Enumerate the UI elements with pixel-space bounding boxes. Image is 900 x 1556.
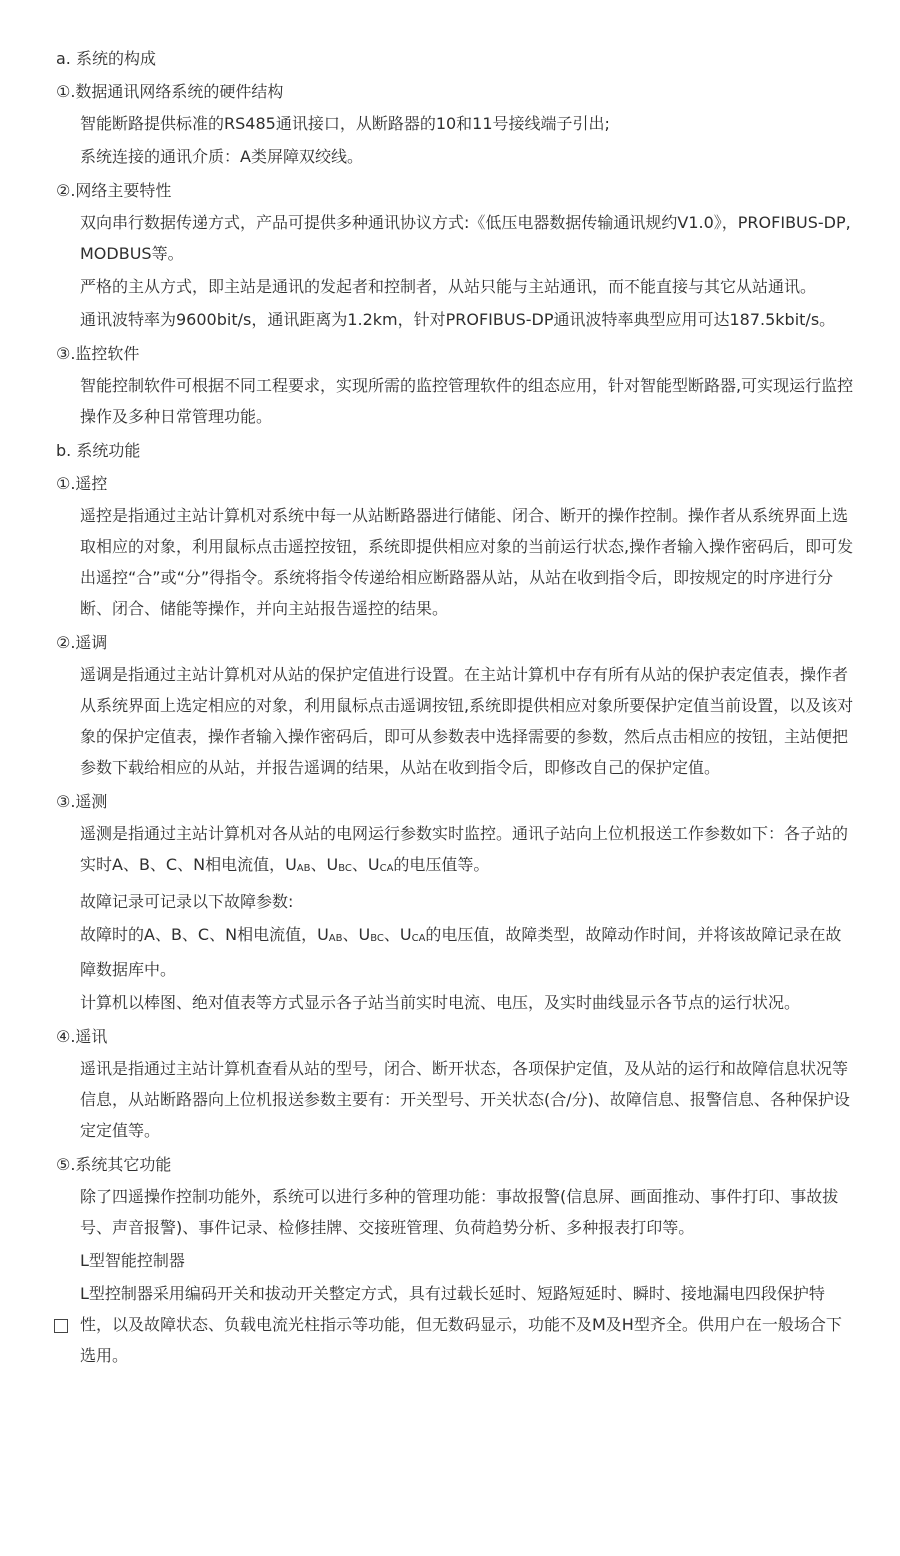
section-b5-paragraph-1: 除了四遥操作控制功能外，系统可以进行多种的管理功能：事故报警(信息屏、画面推动、事件打印、事故拔号、声音报警)、事件记录、检修挂牌、交接班管理、负荷趋势分析、多种报表打印等。 bbox=[80, 1187, 839, 1237]
section-b4-paragraph-1: 遥讯是指通过主站计算机查看从站的型号，闭合、断开状态，各项保护定值，及从站的运行和故障信息状况等信息，从站断路器向上位机报送参数主要有：开关型号、开关状态(合/分)、故障信息、报警信息、各种保护设定定值等。 bbox=[80, 1059, 850, 1140]
section-b2-paragraph-1: 遥调是指通过主站计算机对从站的保护定值进行设置。在主站计算机中存有所有从站的保护表定值表，操作者从系统界面上选定相应的对象，利用鼠标点击遥调按钮,系统即提供相应对象所要保护定值当前设置，以及该对象的保护定值表，操作者输入操作密码后，即可从参数表中选择需要的参数，然后点击相应的按钮，主站便把参数下载给相应的从站，并报告遥调的结果，从站在收到指令后，即修改自己的保护定值。 bbox=[80, 665, 854, 777]
section-b3-paragraph-4: 计算机以棒图、绝对值表等方式显示各子站当前实时电流、电压，及实时曲线显示各节点的运行状况。 bbox=[80, 993, 801, 1012]
section-b1-paragraph-1: 遥控是指通过主站计算机对系统中每一从站断路器进行储能、闭合、断开的操作控制。操作者从系统界面上选取相应的对象，利用鼠标点击遥控按钮，系统即提供相应对象的当前运行状态,操作者输入操作密码后，即可发出遥控“合”或“分”得指令。系统将指令传递给相应断路器从站，从站在收到指令后，即按规定的时序进行分断、闭合、储能等操作，并向主站报告遥控的结果。 bbox=[80, 506, 854, 618]
b3-p1-end: 的电压值等。 bbox=[393, 855, 490, 874]
l-type-paragraph: L型控制器采用编码开关和拔动开关整定方式，具有过载长延时、短路短延时、瞬时、接地漏电四段保护特性，以及故障状态、负载电流光柱指示等功能，但无数码显示，功能不及M及H型齐全。供用户在一般场合下选用。 bbox=[80, 1284, 842, 1365]
section-a1-paragraph-2: 系统连接的通讯介质：A类屏障双绞线。 bbox=[80, 147, 363, 166]
checkbox[interactable] bbox=[54, 1319, 68, 1333]
section-b-title: b. 系统功能 bbox=[56, 441, 141, 460]
l-type-title: L型智能控制器 bbox=[80, 1251, 185, 1270]
section-b2-title: ②.遥调 bbox=[56, 633, 108, 652]
section-b3-paragraph-1 bbox=[80, 818, 856, 884]
section-a2-paragraph-2: 严格的主从方式，即主站是通讯的发起者和控制者，从站只能与主站通讯，而不能直接与其它从站通讯。 bbox=[80, 277, 817, 296]
section-b4-title: ④.遥讯 bbox=[56, 1027, 108, 1046]
section-b3-paragraph-2: 故障记录可记录以下故障参数: bbox=[80, 892, 294, 911]
l-type-row bbox=[0, 1278, 900, 1371]
section-a2-paragraph-3: 通讯波特率为9600bit/s，通讯距离为1.2km，针对PROFIBUS-DP通讯波特率典型应用可达187.5kbit/s。 bbox=[80, 310, 836, 329]
b3-p3-sub-bc: BC bbox=[370, 933, 384, 944]
b3-p1-sep-2: 、U bbox=[351, 855, 380, 874]
section-a1-title: ①.数据通讯网络系统的硬件结构 bbox=[56, 82, 284, 101]
section-b1-title: ①.遥控 bbox=[56, 474, 108, 493]
b3-p3-end: 的电压值，故障类型，故障动作时间，并将该故障记录在故障数据库中。 bbox=[80, 925, 842, 979]
section-a3-paragraph-1: 智能控制软件可根据不同工程要求，实现所需的监控管理软件的组态应用，针对智能型断路器,可实现运行监控操作及多种日常管理功能。 bbox=[80, 376, 854, 426]
b3-p1-sub-ab: AB bbox=[296, 863, 311, 874]
b3-p1-sub-ca: CA bbox=[379, 863, 394, 874]
section-b5-title: ⑤.系统其它功能 bbox=[56, 1155, 172, 1174]
b3-p1-text: 遥测是指通过主站计算机对各从站的电网运行参数实时监控。通讯子站向上位机报送工作参数如下：各子站的实时A、B、C、N相电流值，U bbox=[80, 824, 849, 874]
b3-p3-sep-2: 、U bbox=[383, 925, 412, 944]
section-a3-title: ③.监控软件 bbox=[56, 344, 140, 363]
section-a2-title: ②.网络主要特性 bbox=[56, 181, 172, 200]
section-a-title: a. 系统的构成 bbox=[56, 49, 156, 68]
section-a1-paragraph-1: 智能断路提供标准的RS485通讯接口，从断路器的10和11号接线端子引出; bbox=[80, 114, 610, 133]
section-a2-paragraph-1: 双向串行数据传递方式，产品可提供多种通讯协议方式:《低压电器数据传输通讯规约V1.0》，PROFIBUS-DP, MODBUS等。 bbox=[80, 213, 851, 263]
b3-p1-sep-1: 、U bbox=[310, 855, 339, 874]
b3-p3-sub-ab: AB bbox=[328, 933, 343, 944]
b3-p3-sub-ca: CA bbox=[411, 933, 426, 944]
b3-p3-sep-1: 、U bbox=[342, 925, 371, 944]
section-b3-title: ③.遥测 bbox=[56, 792, 108, 811]
section-b3-paragraph-3 bbox=[80, 919, 856, 985]
b3-p1-sub-bc: BC bbox=[338, 863, 352, 874]
b3-p3-text: 故障时的A、B、C、N相电流值，U bbox=[80, 925, 329, 944]
